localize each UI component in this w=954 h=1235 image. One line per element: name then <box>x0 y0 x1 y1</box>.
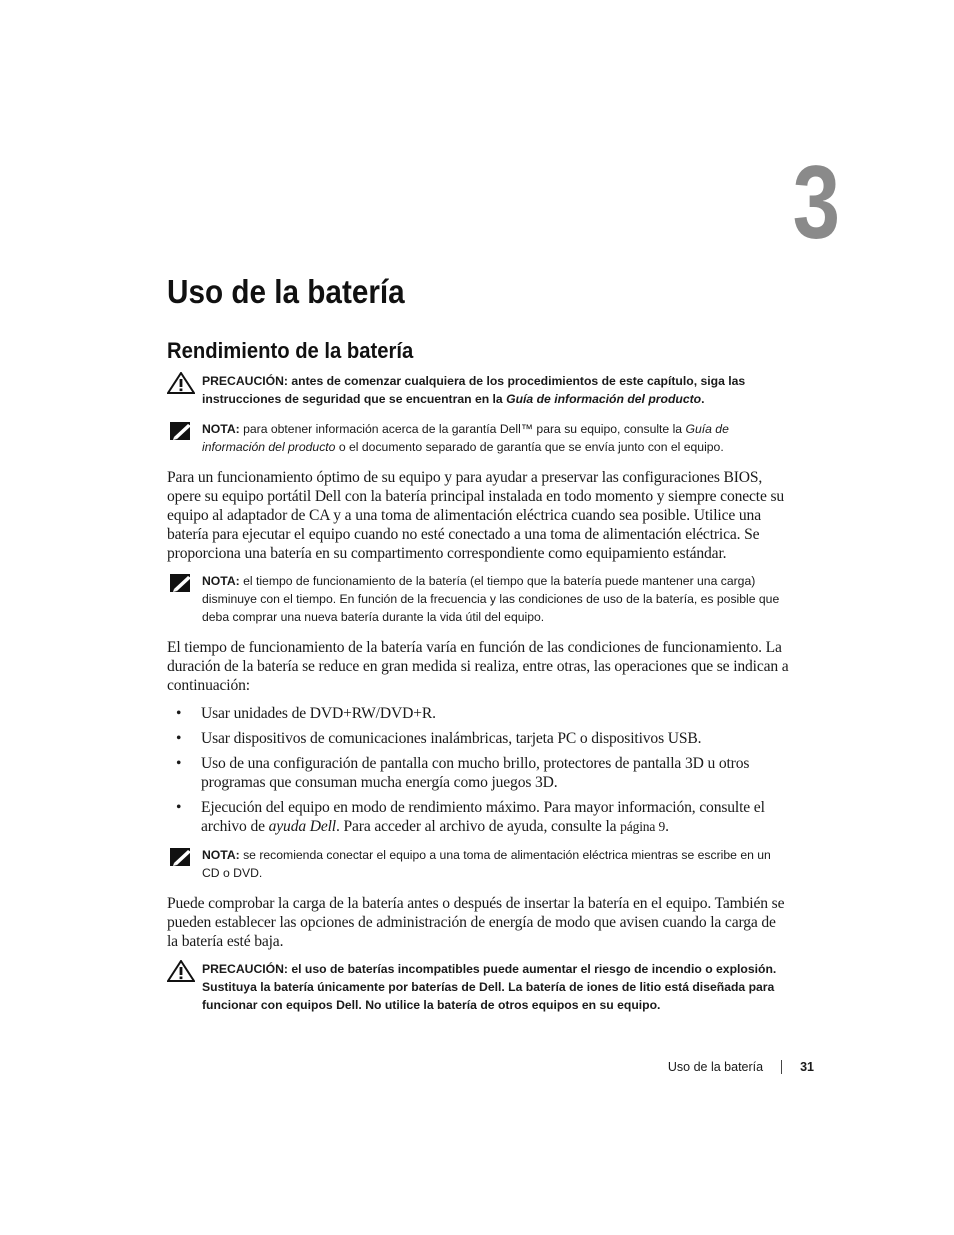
note-label: NOTA: <box>202 574 240 588</box>
caution-label: PRECAUCIÓN: <box>202 374 288 388</box>
caution-body: antes de comenzar cualquiera de los procedimientos de este capítulo, siga las instrucciones de seguridad que se encuentran en la <box>202 374 746 406</box>
list-item-text: . Para acceder al archivo de ayuda, consulte la <box>335 818 621 835</box>
page-number: 31 <box>800 1060 814 1074</box>
operations-list <box>167 704 789 836</box>
note-body-end: o el documento separado de garantía que se envía junto con el equipo. <box>335 440 724 454</box>
note-text <box>202 846 789 882</box>
list-item-text: . <box>665 818 669 835</box>
warning-triangle-icon <box>167 372 195 394</box>
note-body: se recomienda conectar el equipo a una toma de alimentación eléctrica mientras se escribe en un CD o DVD. <box>202 848 771 880</box>
note-pencil-icon <box>167 846 195 868</box>
note-text <box>202 420 789 456</box>
caution-label: PRECAUCIÓN: <box>202 962 288 976</box>
bullet-icon: • <box>176 730 182 747</box>
caution-text <box>202 372 789 408</box>
caution-notice <box>167 372 789 408</box>
product-guide-ref: Guía de información del producto <box>202 422 729 454</box>
caution-body-end: . <box>701 392 705 406</box>
product-guide-ref: Guía de información del producto <box>506 392 702 406</box>
note-label: NOTA: <box>202 422 240 436</box>
dell-help-ref: ayuda Dell <box>268 818 336 835</box>
footer-title: Uso de la batería <box>667 1060 764 1074</box>
note-label: NOTA: <box>202 848 240 862</box>
bullet-icon: • <box>176 705 182 722</box>
note-body: para obtener información acerca de la garantía Dell™ para su equipo, consulte la <box>239 422 686 436</box>
note-pencil-icon <box>167 572 195 594</box>
caution-body: el uso de baterías incompatibles puede aumentar el riesgo de incendio o explosión. Sustituya la batería únicamente por baterías de Dell. La batería de iones de litio está diseñada para funcionar con equipos Dell. No utilice la batería de otros equipos en su equipo. <box>202 962 777 1012</box>
note-notice <box>167 420 789 456</box>
paragraph-bios: Para un funcionamiento óptimo de su equipo y para ayudar a preservar las configuraciones BIOS, opere su equipo portátil Dell con la batería principal instalada en todo momento y siempre conecte su equipo al adaptador de CA y a una toma de alimentación eléctrica cuando sea posible. Utilice una batería para ejecutar el equipo cuando no esté conectado a una toma de alimentación eléctrica. Se proporciona una batería en su compartimento correspondiente como equipamiento estándar. <box>167 469 785 562</box>
section-title: Rendimiento de la batería <box>167 338 414 363</box>
list-item-text: Ejecución del equipo en modo de rendimiento máximo. Para mayor información, consulte el archivo de <box>201 799 765 835</box>
page-footer <box>668 1060 814 1074</box>
chapter-title: Uso de la batería <box>167 273 405 310</box>
paragraph-runtime: El tiempo de funcionamiento de la batería varía en función de las condiciones de funcionamiento. La duración de la batería se reduce en gran medida si realiza, entre otras, las operaciones que se indican a continuación: <box>167 639 789 694</box>
list-item-text: Usar unidades de DVD+RW/DVD+R. <box>201 705 436 722</box>
note-pencil-icon <box>167 420 195 442</box>
list-item <box>167 729 789 748</box>
bullet-icon: • <box>176 799 182 816</box>
chapter-number: 3 <box>792 145 840 261</box>
warning-triangle-icon <box>167 960 195 982</box>
bullet-icon: • <box>176 755 182 772</box>
note-text <box>202 572 789 626</box>
list-item-text: Uso de una configuración de pantalla con mucho brillo, protectores de pantalla 3D u otros programas que consuman mucha energía como juegos 3D. <box>201 755 750 791</box>
note-notice <box>167 572 789 626</box>
paragraph-charge: Puede comprobar la carga de la batería antes o después de insertar la batería en el equipo. También se pueden establecer las opciones de administración de energía de modo que avisen cuando la carga de la batería esté baja. <box>167 895 785 950</box>
footer-divider <box>781 1060 782 1074</box>
list-item <box>167 798 789 836</box>
note-notice <box>167 846 789 882</box>
page-content <box>167 372 789 1026</box>
list-item <box>167 754 789 792</box>
note-body: el tiempo de funcionamiento de la batería (el tiempo que la batería puede mantener una carga) disminuye con el tiempo. En función de la frecuencia y las condiciones de uso de la batería, es posible que deba comprar una nueva batería durante la vida útil del equipo. <box>202 574 780 624</box>
caution-text <box>202 960 789 1014</box>
page-reference-link[interactable]: página 9 <box>620 819 666 834</box>
list-item-text: Usar dispositivos de comunicaciones inalámbricas, tarjeta PC o dispositivos USB. <box>201 730 702 747</box>
caution-notice <box>167 960 789 1014</box>
list-item <box>167 704 789 723</box>
